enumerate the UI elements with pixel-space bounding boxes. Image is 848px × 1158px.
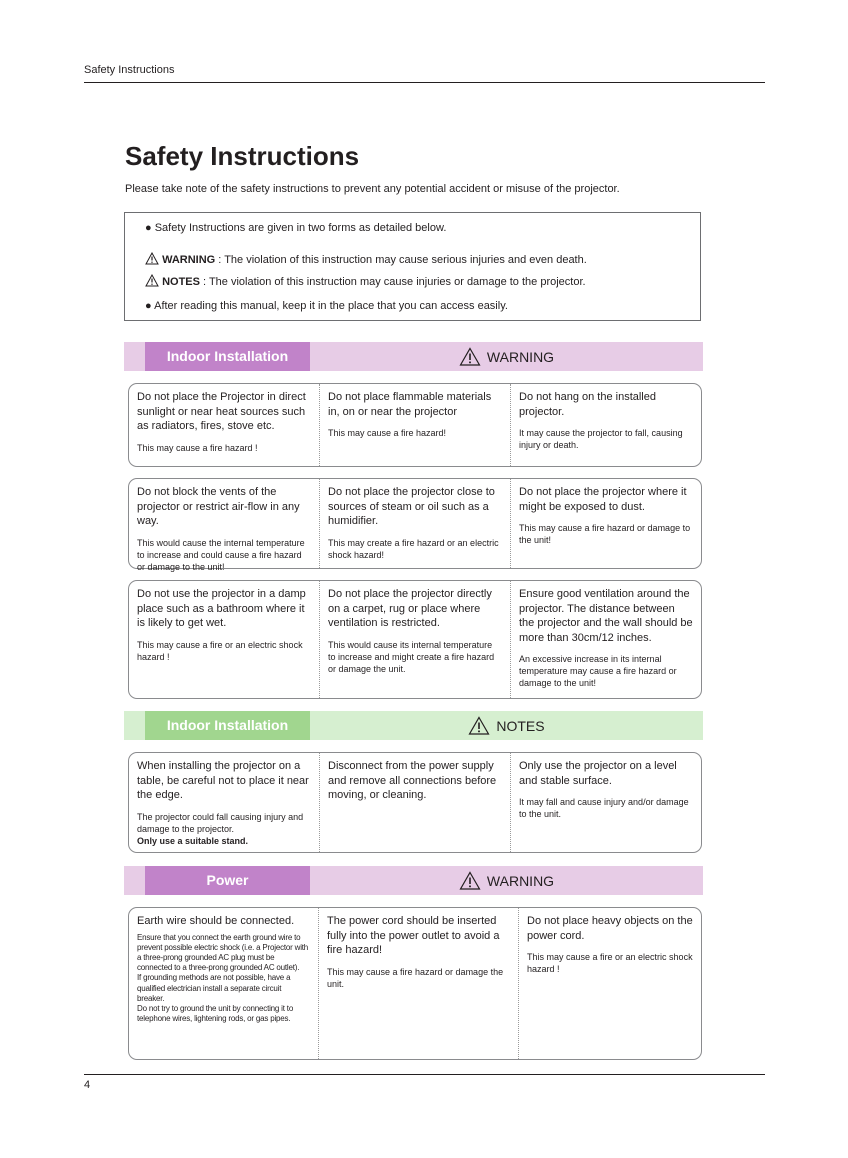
instruction-cell: When installing the projector on a table, be careful not to place it near the edge. The projector could fall causing injury and damage to the projector. Only use a suitable stand. — [137, 760, 309, 846]
notice-line-warning: WARNING : The violation of this instruction may cause serious injuries and even death. — [145, 252, 587, 266]
notice-box — [124, 212, 701, 321]
instruction-cell: Disconnect from the power supply and remove all connections before moving, or cleaning. — [319, 753, 510, 852]
instruction-cell: Ensure good ventilation around the projector. The distance between the projector and the wall should be more than 30cm/12 inches. An excessive increase in its internal temperature may cause a fire hazard or damage to the unit! — [510, 581, 701, 698]
instruction-cell: Do not block the vents of the projector or restrict air-flow in any way. This would cause the internal temperature to increase and could cause a fire hazard or damage to the unit! — [137, 486, 305, 572]
instruction-cell: The power cord should be inserted fully into the power outlet to avoid a fire hazard! This may cause a fire hazard or damage the unit. — [318, 908, 518, 1059]
instruction-cell: Do not place heavy objects on the power cord. This may cause a fire or an electric shock hazard ! — [518, 908, 701, 1059]
warning-triangle-icon — [145, 252, 159, 265]
intro-text: Please take note of the safety instructions to prevent any potential accident or misuse of the projector. — [125, 183, 620, 195]
bullet-icon: ● — [145, 222, 152, 234]
page-title: Safety Instructions — [125, 141, 360, 171]
warning-triangle-icon — [468, 716, 490, 735]
notice-line-keep: ● After reading this manual, keep it in the place that you can access easily. — [145, 300, 508, 312]
bullet-icon: ● — [145, 300, 152, 312]
instruction-group — [128, 478, 702, 572]
instruction-cell: Do not use the projector in a damp place such as a bathroom where it is likely to get wet. This may cause a fire or an electric shock hazard ! — [137, 588, 306, 662]
instruction-cell: Do not place flammable materials in, on or near the projector This may cause a fire hazard! — [319, 384, 510, 466]
instruction-group — [128, 907, 702, 1060]
section-band-power-warning — [124, 866, 703, 895]
instruction-cell: Do not place the projector close to sources of steam or oil such as a humidifier. This may create a fire hazard or an electric shock hazard! — [319, 479, 510, 568]
page-number: 4 — [84, 1079, 91, 1091]
warning-triangle-icon — [459, 347, 481, 366]
section-band-indoor-notes — [124, 711, 703, 740]
header-rule — [84, 82, 765, 83]
notes-label: NOTES — [162, 276, 200, 288]
instruction-group — [128, 752, 702, 853]
instruction-group — [128, 580, 702, 699]
signal-word: WARNING — [310, 342, 703, 371]
instruction-cell: Do not hang on the installed projector. It may cause the projector to fall, causing injury or death. — [510, 384, 701, 466]
warning-triangle-icon — [459, 871, 481, 890]
signal-word: NOTES — [310, 711, 703, 740]
instruction-group — [128, 383, 702, 467]
instruction-cell: Do not place the projector directly on a carpet, rug or place where ventilation is restricted. This would cause its internal temperature to increase and might create a fire hazard or damage the unit. — [319, 581, 510, 698]
footer-rule — [84, 1074, 765, 1075]
running-header: Safety Instructions — [84, 64, 175, 76]
warning-label: WARNING — [162, 254, 216, 266]
instruction-cell: Only use the projector on a level and stable surface. It may fall and cause injury and/or damage to the unit. — [510, 753, 701, 852]
instruction-cell: Earth wire should be connected. Ensure that you connect the earth ground wire to prevent possible electric shock (i.e. a Projector with a three-prong grounded AC plug must be connected to a three-prong grounded AC outlet). If grounding methods are not possible, have a qualified electrician install a separate circuit breaker. Do not try to ground the unit by connecting it to telephone wires, lightening rods, or gas pipes. — [137, 915, 309, 1024]
notice-line-notes: NOTES : The violation of this instruction may cause injuries or damage to the projector. — [145, 274, 586, 288]
notice-line-forms: ● Safety Instructions are given in two forms as detailed below. — [145, 222, 447, 234]
section-tab: Indoor Installation — [145, 711, 310, 740]
instruction-cell: Do not place the projector where it might be exposed to dust. This may cause a fire hazard or damage to the unit! — [510, 479, 701, 568]
section-band-indoor-warning — [124, 342, 703, 371]
section-tab: Power — [145, 866, 310, 895]
warning-triangle-icon — [145, 274, 159, 287]
instruction-cell: Do not place the Projector in direct sunlight or near heat sources such as radiators, fires, stove etc. This may cause a fire hazard ! — [137, 391, 306, 453]
signal-word: WARNING — [310, 866, 703, 895]
section-tab: Indoor Installation — [145, 342, 310, 371]
